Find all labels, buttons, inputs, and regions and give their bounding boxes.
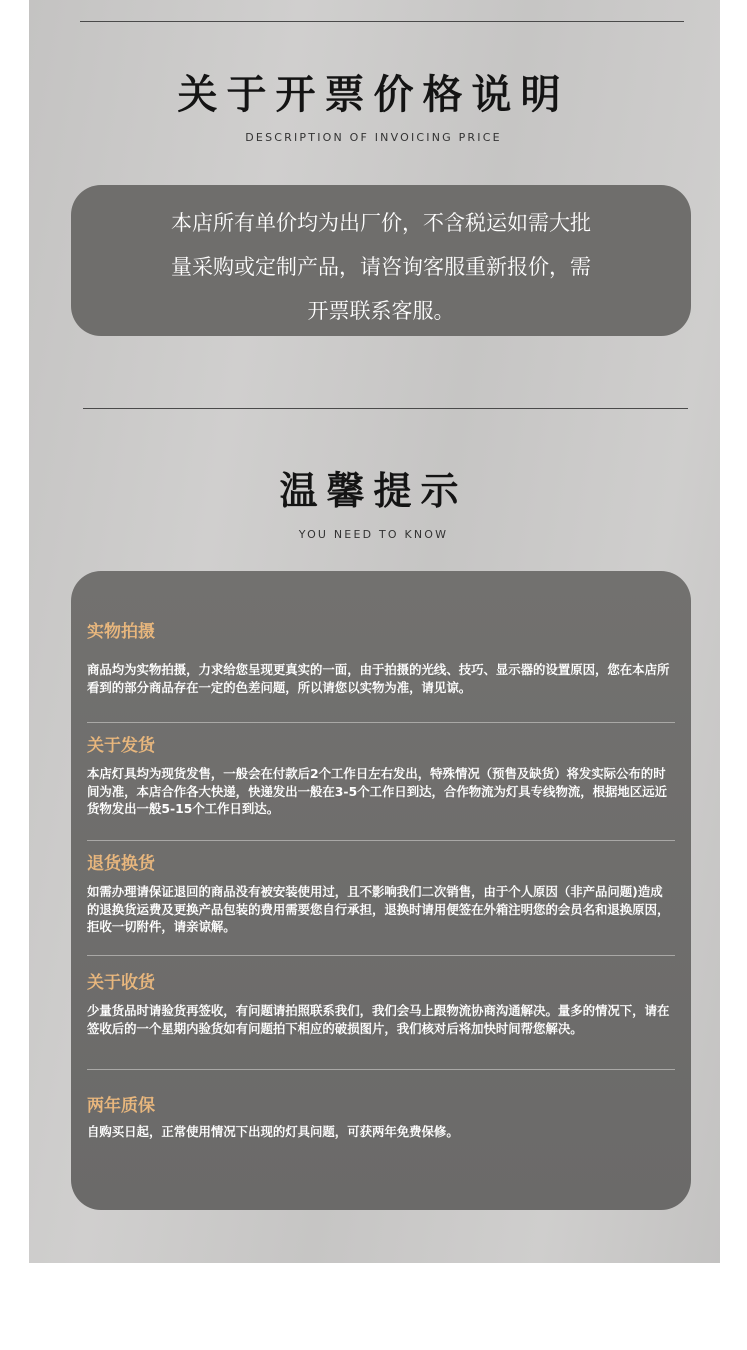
top-divider: [80, 21, 684, 22]
notice-body: 如需办理请保证退回的商品没有被安装使用过，且不影响我们二次销售，由于个人原因（非产品问题)造成的退换货运费及更换产品包装的费用需要您自行承担，退换时请用便签在外箱注明您的会员名和退换原因，拒收一切附件，请亲谅解。: [87, 884, 670, 934]
notice-divider: [87, 722, 675, 723]
notice-title: 关于发货: [87, 736, 155, 756]
invoice-text: [71, 201, 691, 333]
invoice-line: 开票联系客服。: [307, 299, 455, 323]
notice-returns: [87, 853, 671, 936]
tips-heading: 温馨提示: [279, 469, 468, 513]
notice-title: 关于收货: [87, 973, 155, 993]
invoice-subheading: DESCRIPTION OF INVOICING PRICE: [245, 131, 502, 144]
notice-title: 退货换货: [87, 854, 155, 874]
notice-body: 自购买日起，正常使用情况下出现的灯具问题，可获两年免费保修。: [87, 1124, 459, 1139]
tips-box: [71, 571, 691, 1210]
notice-title: 两年质保: [87, 1096, 155, 1116]
invoice-heading: 关于开票价格说明: [177, 72, 570, 118]
invoice-info-box: [71, 185, 691, 336]
middle-divider: [83, 408, 688, 409]
notice-body: 商品均为实物拍摄，力求给您呈现更真实的一面，由于拍摄的光线、技巧、显示器的设置原因，您在本店所看到的部分商品存在一定的色差问题，所以请您以实物为准，请见谅。: [87, 662, 670, 695]
notice-divider: [87, 955, 675, 956]
notice-photo: [87, 621, 671, 696]
notice-title: 实物拍摄: [87, 622, 155, 642]
notice-divider: [87, 1069, 675, 1070]
tips-subheading: YOU NEED TO KNOW: [298, 528, 449, 541]
invoice-line: 本店所有单价均为出厂价，不含税运如需大批: [171, 211, 591, 235]
invoice-line: 量采购或定制产品，请咨询客服重新报价，需: [171, 255, 591, 279]
notice-divider: [87, 840, 675, 841]
notice-body: 本店灯具均为现货发售，一般会在付款后2个工作日左右发出，特殊情况（预售及缺货）将发实际公布的时间为准，本店合作各大快递，快递发出一般在3-5个工作日到达，合作物流为灯具专线物流，根据地区远近货物发出一般5-15个工作日到达。: [87, 766, 667, 816]
notice-receiving: [87, 972, 671, 1037]
notice-warranty: [87, 1095, 671, 1141]
notice-body: 少量货品时请验货再签收，有问题请拍照联系我们，我们会马上跟物流协商沟通解决。量多的情况下，请在签收后的一个星期内验货如有问题拍下相应的破损图片，我们核对后将加快时间帮您解决。: [87, 1003, 670, 1036]
notice-shipping: [87, 735, 671, 818]
